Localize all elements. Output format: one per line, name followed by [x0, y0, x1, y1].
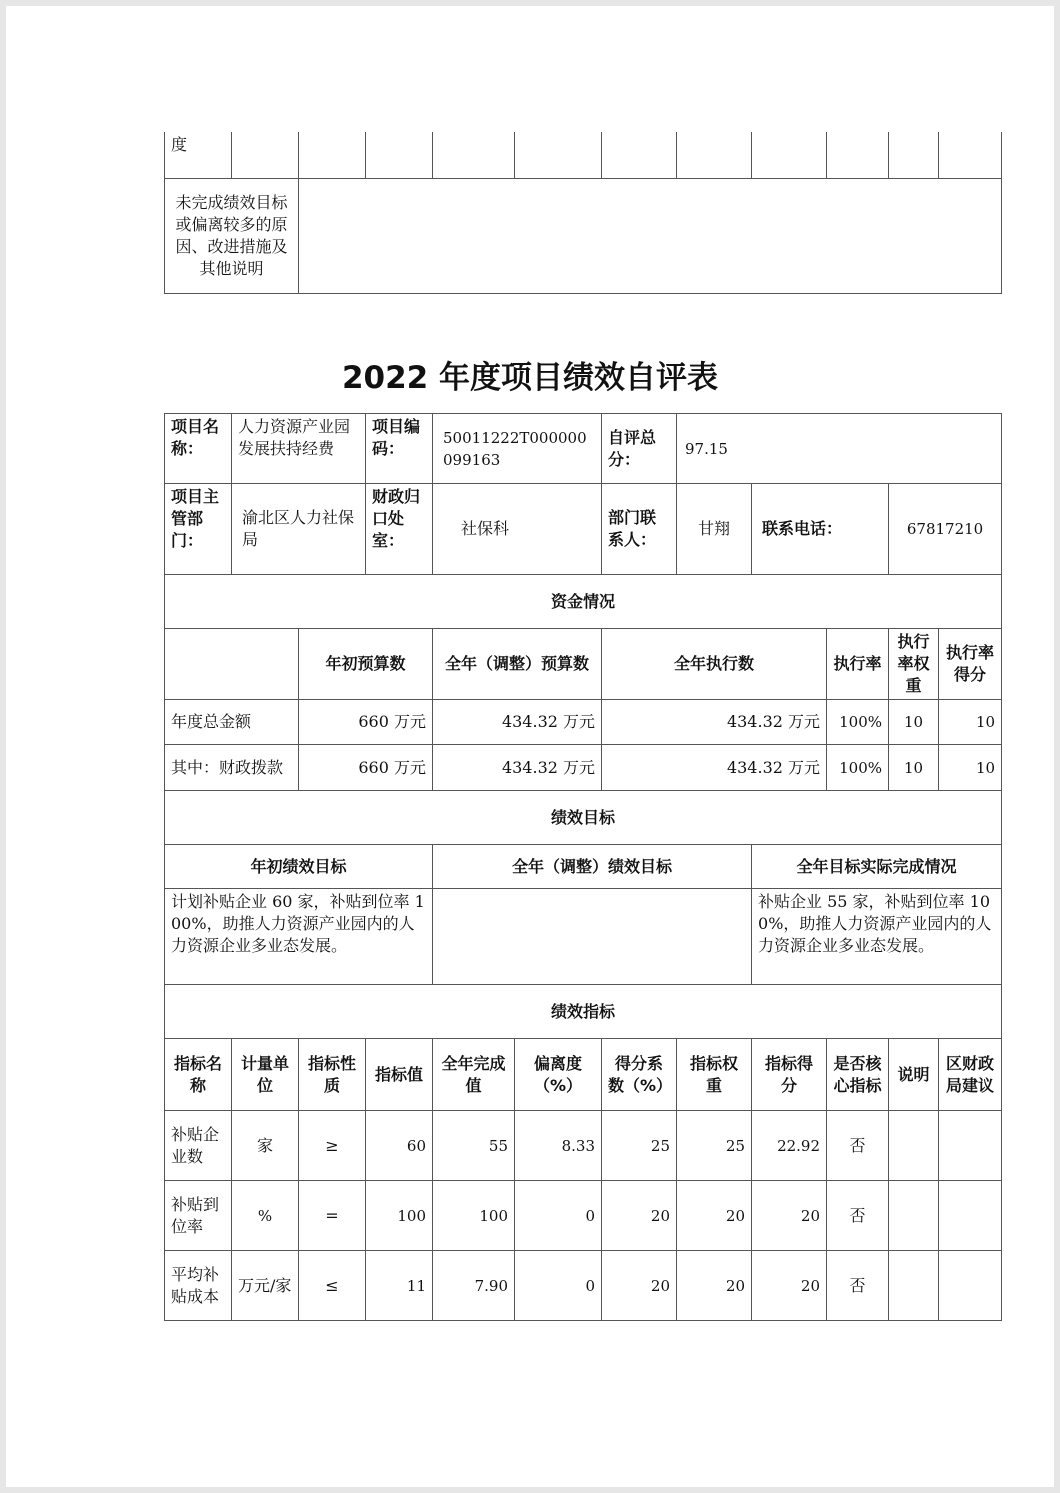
ind-cell: 22.92: [752, 1111, 827, 1181]
ind-cell: 补贴到位率: [165, 1181, 232, 1251]
ind-header-value: 指标值: [366, 1039, 433, 1111]
ind-cell: 25: [602, 1111, 677, 1181]
ind-header-core: 是否核心指标: [827, 1039, 889, 1111]
goals-actual: 补贴企业 55 家，补贴到位率 100%，助推人力资源产业园内的人力资源企业多业态发展。: [752, 889, 1002, 985]
funds-cell: 434.32 万元: [433, 700, 602, 745]
project-code-label: 项目编码：: [366, 414, 433, 484]
funds-row-label: 年度总金额: [165, 700, 299, 745]
ind-header-unit: 计量单位: [232, 1039, 299, 1111]
funds-header-empty: [165, 629, 299, 700]
ind-cell: [889, 1181, 939, 1251]
ind-header-name: 指标名称: [165, 1039, 232, 1111]
ind-cell: 平均补贴成本: [165, 1251, 232, 1321]
ind-cell: [939, 1181, 1002, 1251]
ind-header-nature: 指标性质: [299, 1039, 366, 1111]
ind-header-coefficient: 得分系数（%）: [602, 1039, 677, 1111]
goals-section-title: 绩效目标: [165, 791, 1002, 845]
ind-cell: 20: [677, 1181, 752, 1251]
ind-cell: ≥: [299, 1111, 366, 1181]
ind-cell: 25: [677, 1111, 752, 1181]
score-label: 自评总分：: [602, 414, 677, 484]
funds-header-adjusted: 全年（调整）预算数: [433, 629, 602, 700]
ind-cell: 0: [515, 1251, 602, 1321]
ind-cell: 100: [433, 1181, 515, 1251]
funds-cell: 10: [939, 700, 1002, 745]
ind-cell: 20: [677, 1251, 752, 1321]
ind-cell: %: [232, 1181, 299, 1251]
funds-header-rate: 执行率: [827, 629, 889, 700]
project-name: 人力资源产业园发展扶持经费: [232, 414, 366, 484]
ind-cell: 家: [232, 1111, 299, 1181]
goals-initial: 计划补贴企业 60 家，补贴到位率 100%，助推人力资源产业园内的人力资源企业多业态发展。: [165, 889, 433, 985]
contact-label: 部门联系人：: [602, 484, 677, 575]
funds-header-executed: 全年执行数: [602, 629, 827, 700]
table-row: [165, 1111, 1002, 1181]
ind-cell: 60: [366, 1111, 433, 1181]
row-label-degree: 度: [165, 132, 232, 178]
funds-section-title: 资金情况: [165, 575, 1002, 629]
ind-header-weight: 指标权重: [677, 1039, 752, 1111]
ind-cell: 20: [752, 1181, 827, 1251]
ind-header-score: 指标得分: [752, 1039, 827, 1111]
ind-cell: 补贴企业数: [165, 1111, 232, 1181]
funds-cell: 434.32 万元: [433, 745, 602, 791]
funds-cell: 100%: [827, 745, 889, 791]
ind-cell: 55: [433, 1111, 515, 1181]
ind-cell: 否: [827, 1181, 889, 1251]
ind-cell: 否: [827, 1251, 889, 1321]
ind-cell: [889, 1251, 939, 1321]
ind-cell: =: [299, 1181, 366, 1251]
goals-header-initial: 年初绩效目标: [165, 845, 433, 889]
dept-value: 渝北区人力社保局: [232, 484, 366, 575]
phone-value: 67817210: [889, 484, 1002, 575]
ind-header-completed: 全年完成值: [433, 1039, 515, 1111]
funds-cell: 10: [889, 700, 939, 745]
ind-cell: [889, 1111, 939, 1181]
ind-header-deviation: 偏离度（%）: [515, 1039, 602, 1111]
funds-header-score: 执行率得分: [939, 629, 1002, 700]
ind-cell: 否: [827, 1111, 889, 1181]
funds-header-weight: 执行率权重: [889, 629, 939, 700]
phone-label: 联系电话：: [752, 484, 889, 575]
funds-cell: 100%: [827, 700, 889, 745]
ind-cell: 0: [515, 1181, 602, 1251]
funds-cell: 434.32 万元: [602, 745, 827, 791]
ind-cell: 7.90: [433, 1251, 515, 1321]
ind-cell: [939, 1251, 1002, 1321]
ind-cell: 20: [602, 1181, 677, 1251]
contact-value: 甘翔: [677, 484, 752, 575]
funds-cell: 10: [939, 745, 1002, 791]
project-name-label: 项目名称：: [165, 414, 232, 484]
indicators-section-title: 绩效指标: [165, 985, 1002, 1039]
funds-cell: 434.32 万元: [602, 700, 827, 745]
evaluation-table: [164, 413, 1002, 1321]
goals-header-actual: 全年目标实际完成情况: [752, 845, 1002, 889]
ind-cell: [939, 1111, 1002, 1181]
ind-cell: ≤: [299, 1251, 366, 1321]
goals-header-adjusted: 全年（调整）绩效目标: [433, 845, 752, 889]
ind-cell: 8.33: [515, 1111, 602, 1181]
ind-header-suggestion: 区财政局建议: [939, 1039, 1002, 1111]
funds-header-initial: 年初预算数: [299, 629, 433, 700]
explanation-value: [299, 178, 1002, 293]
finance-value: 社保科: [433, 484, 602, 575]
finance-label: 财政归口处室：: [366, 484, 433, 575]
ind-cell: 20: [602, 1251, 677, 1321]
table-row: [165, 1251, 1002, 1321]
document-page: [6, 6, 1054, 1487]
ind-header-note: 说明: [889, 1039, 939, 1111]
ind-cell: 20: [752, 1251, 827, 1321]
dept-label: 项目主管部门：: [165, 484, 232, 575]
previous-table-fragment: [164, 132, 1002, 294]
goals-adjusted: [433, 889, 752, 985]
score-value: 97.15: [677, 414, 1002, 484]
ind-cell: 万元/家: [232, 1251, 299, 1321]
explanation-label: 未完成绩效目标或偏离较多的原因、改进措施及其他说明: [165, 178, 299, 293]
table-row: [165, 1181, 1002, 1251]
page-title: 2022 年度项目绩效自评表: [341, 360, 719, 396]
funds-cell: 660 万元: [299, 700, 433, 745]
funds-cell: 10: [889, 745, 939, 791]
funds-row-label: 其中：财政拨款: [165, 745, 299, 791]
project-code: 50011222T000000099163: [433, 414, 602, 484]
ind-cell: 100: [366, 1181, 433, 1251]
ind-cell: 11: [366, 1251, 433, 1321]
funds-cell: 660 万元: [299, 745, 433, 791]
